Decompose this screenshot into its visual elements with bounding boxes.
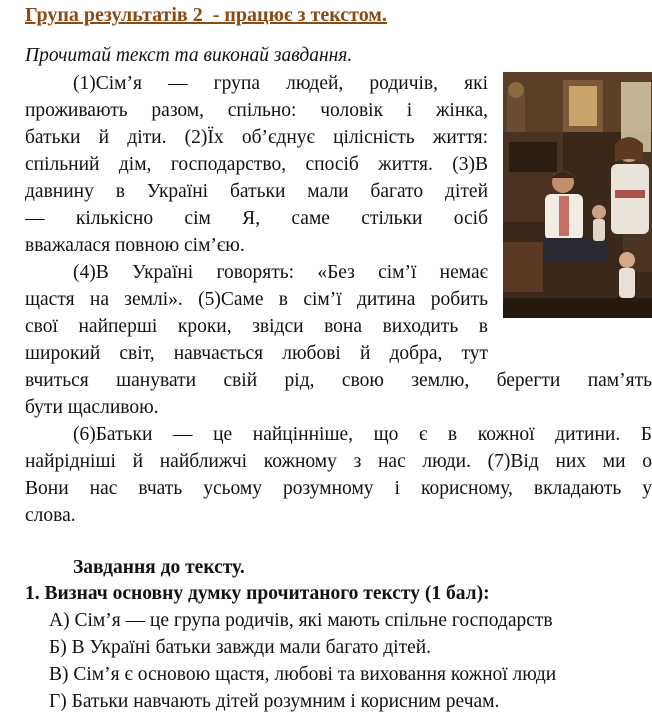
family-photo-icon: [503, 72, 652, 318]
paragraph-line: Вони нас вчать усьому розумному і корисному, вкладають у: [25, 478, 652, 499]
paragraph-line: найрідніші й найближчі кожному з нас люди. (7)Від них ми о: [25, 451, 652, 472]
paragraph-line: (4)В Україні говорять: «Без сім’ї немає: [73, 262, 488, 283]
paragraph-line: проживають разом, спільно: чоловік і жінка,: [25, 100, 488, 121]
question-1: 1. Визнач основну думку прочитаного тексту (1 бал):: [25, 583, 490, 604]
answer-option-b[interactable]: Б) В Україні батьки завжди мали багато дітей.: [49, 637, 432, 658]
paragraph-line: — кількісно сім Я, саме стільки осіб: [25, 208, 488, 229]
paragraph-line: широкий світ, навчається любові й добра, тут: [25, 343, 488, 364]
paragraph-line: (1)Сім’я — група людей, родичів, які: [73, 73, 488, 94]
paragraph-line: бути щасливою.: [25, 397, 159, 418]
paragraph-line: (6)Батьки — це найцінніше, що є в кожної дитини. Б: [73, 424, 652, 445]
tasks-title: Завдання до тексту.: [73, 557, 245, 578]
paragraph-line: вважалася повною сім’єю.: [25, 235, 245, 256]
paragraph-line: батьки й діти. (2)Їх об’єднує цілісність життя:: [25, 127, 488, 148]
answer-option-c[interactable]: В) Сім’я є основою щастя, любові та виховання кожної люди: [49, 664, 557, 685]
paragraph-line: спільний дім, господарство, спосіб життя. (3)В: [25, 154, 488, 175]
paragraph-line: давнину в Україні батьки мали багато дітей: [25, 181, 488, 202]
family-photo: [503, 72, 652, 318]
paragraph-line: слова.: [25, 505, 76, 526]
instruction-text: Прочитай текст та виконай завдання.: [25, 45, 353, 66]
answer-option-d[interactable]: Г) Батьки навчають дітей розумним і корисним речам.: [49, 691, 500, 712]
paragraph-line: вчиться шанувати свій рід, свою землю, берегти пам’ять: [25, 370, 652, 391]
answer-option-a[interactable]: А) Сім’я — це група родичів, які мають спільне господарств: [49, 610, 553, 631]
section-heading: Група результатів 2 - працює з текстом.: [25, 4, 387, 26]
paragraph-line: свої найперші кроки, звідси вона виходить в: [25, 316, 488, 337]
paragraph-line: щастя на землі». (5)Саме в сім’ї дитина робить: [25, 289, 488, 310]
